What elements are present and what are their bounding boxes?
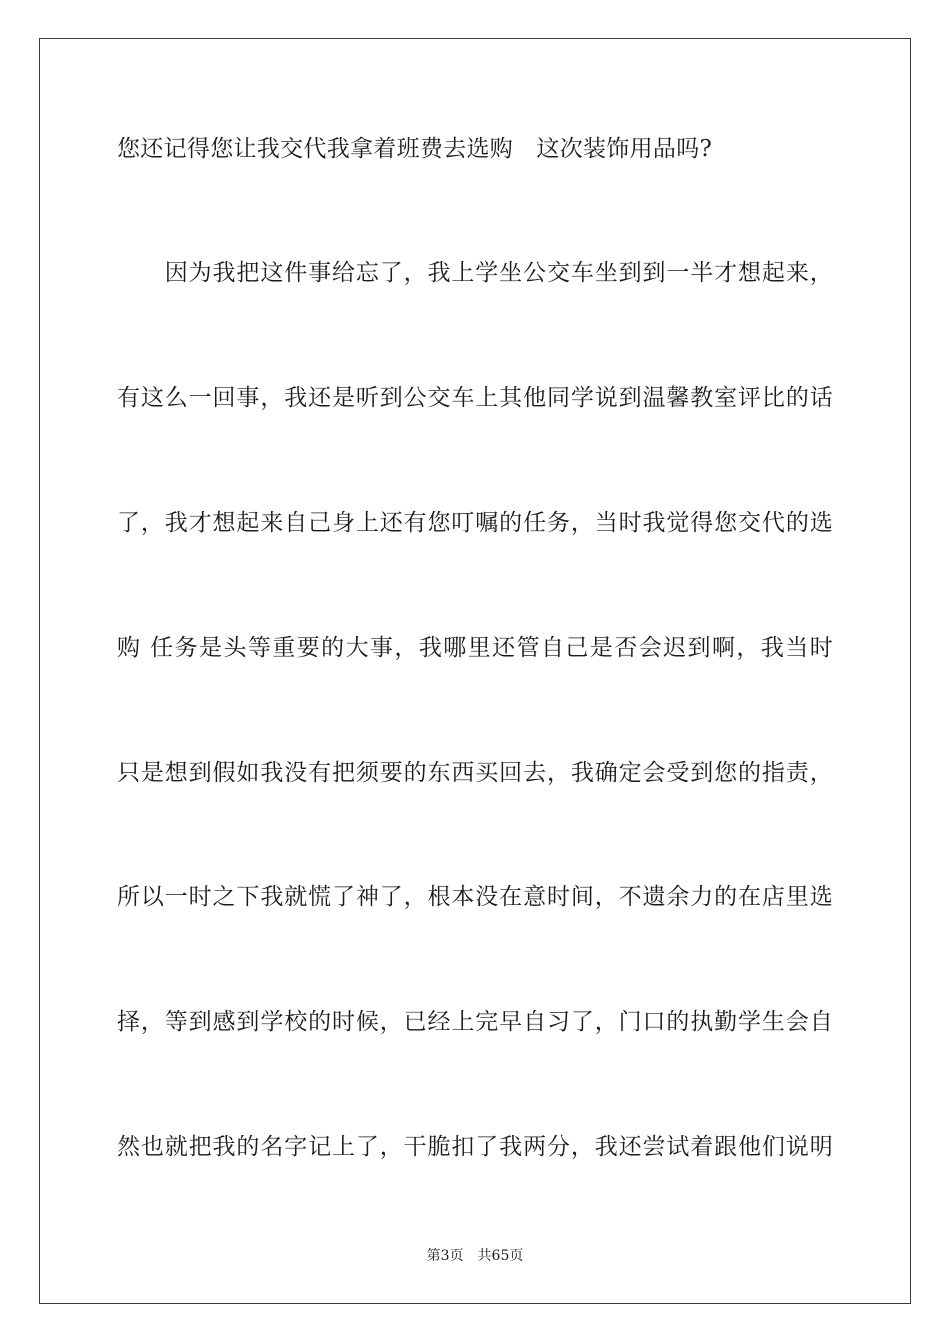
paragraph-line-2: 因为我把这件事给忘了，我上学坐公交车坐到到一半才想起来， [117,260,833,286]
paragraph-line-5: 购 任务是头等重要的大事，我哪里还管自己是否会迟到啊，我当时 [117,635,833,661]
paragraph-line-9: 然也就把我的名字记上了，干脆扣了我两分，我还尝试着跟他们说明 [117,1134,833,1160]
paragraph-line-1: 您还记得您让我交代我拿着班费去选购 这次装饰用品吗? [117,136,713,162]
page-number-footer: 第3页 共65页 [426,1248,524,1264]
paragraph-line-8: 择，等到感到学校的时候，已经上完早自习了，门口的执勤学生会自 [117,1009,833,1035]
paragraph-line-6: 只是想到假如我没有把须要的东西买回去，我确定会受到您的指责， [117,760,833,786]
page-border [39,38,911,1304]
paragraph-line-3: 有这么一回事，我还是听到公交车上其他同学说到温馨教室评比的话 [117,385,833,411]
paragraph-line-4: 了，我才想起来自己身上还有您叮嘱的任务，当时我觉得您交代的选 [117,510,833,536]
paragraph-line-7: 所以一时之下我就慌了神了，根本没在意时间，不遗余力的在店里选 [117,884,833,910]
